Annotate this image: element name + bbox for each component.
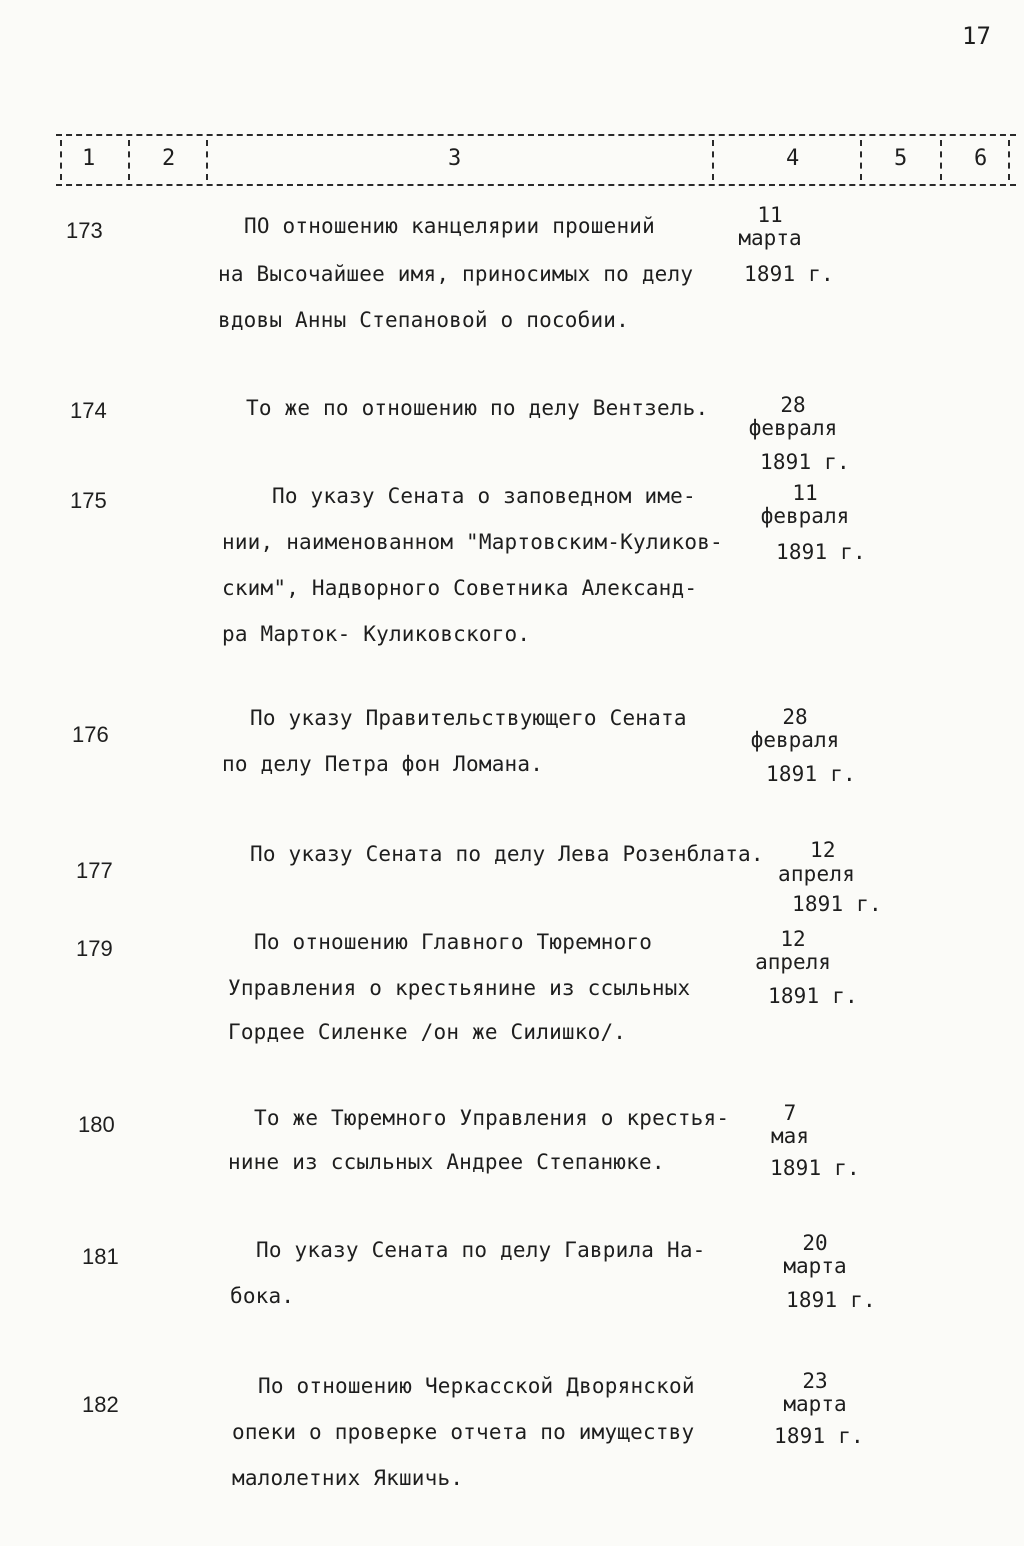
entry-number: 180 xyxy=(78,1112,115,1137)
column-divider xyxy=(206,140,208,180)
entry-date xyxy=(768,1370,862,1416)
date-day: 28 xyxy=(782,705,808,729)
date-day: 28 xyxy=(780,393,806,417)
entry-text-line: нине из ссыльных Андрее Степанюке. xyxy=(228,1150,665,1174)
date-month: февраля xyxy=(748,416,838,440)
entry-number: 182 xyxy=(82,1392,119,1417)
date-day: 12 xyxy=(810,838,836,862)
entry-text-line: нии, наименованном "Мартовским-Куликов- xyxy=(222,530,723,554)
column-number: 1 xyxy=(82,146,96,171)
date-year: 1891 г. xyxy=(744,262,834,286)
entry-text-line: То же Тюремного Управления о крестья- xyxy=(254,1106,730,1130)
column-divider xyxy=(860,140,862,180)
entry-text-line: по делу Петра фон Ломана. xyxy=(222,752,544,776)
entry-number: 174 xyxy=(70,398,107,423)
column-divider xyxy=(1008,140,1010,180)
entry-text-line: По указу Сената о заповедном име- xyxy=(272,484,696,508)
entry-text-line: ра Марток- Куликовского. xyxy=(222,622,531,646)
entry-number: 177 xyxy=(76,858,113,883)
date-year: 1891 г. xyxy=(774,1424,864,1448)
date-day: 23 xyxy=(802,1369,828,1393)
entry-text-line: бока. xyxy=(230,1284,295,1308)
entry-number: 173 xyxy=(66,218,103,243)
entry-text-line: ПО отношению канцелярии прошений xyxy=(244,214,655,238)
date-year: 1891 г. xyxy=(792,892,882,916)
entry-date xyxy=(740,1102,840,1148)
entry-number: 175 xyxy=(70,488,107,513)
entry-date xyxy=(750,482,860,528)
entry-date xyxy=(740,706,850,752)
date-year: 1891 г. xyxy=(768,984,858,1008)
entry-text-line: малолетних Якшичь. xyxy=(232,1466,464,1490)
column-divider xyxy=(940,140,942,180)
entry-date xyxy=(738,928,848,974)
column-divider xyxy=(712,140,714,180)
date-year: 1891 г. xyxy=(770,1156,860,1180)
entry-date xyxy=(770,1232,860,1278)
date-month: марта xyxy=(738,226,802,250)
entry-text-line: По указу Сената по делу Лева Розенблата. xyxy=(250,842,764,866)
date-month: апреля xyxy=(755,950,831,974)
date-month: апреля xyxy=(778,862,856,886)
date-month: февраля xyxy=(750,728,840,752)
date-year: 1891 г. xyxy=(776,540,866,564)
table-header xyxy=(56,134,1016,186)
page-number: 17 xyxy=(962,22,991,50)
entry-text-line: По отношению Черкасской Дворянской xyxy=(258,1374,695,1398)
column-number: 4 xyxy=(786,146,800,171)
date-month: мая xyxy=(771,1124,809,1148)
entry-number: 181 xyxy=(82,1244,119,1269)
date-day: 11 xyxy=(757,203,783,227)
column-number: 5 xyxy=(894,146,908,171)
date-day: 7 xyxy=(783,1101,797,1125)
entry-text-line: ским", Надворного Советника Александ- xyxy=(222,576,698,600)
column-number: 6 xyxy=(974,146,988,171)
date-year: 1891 г. xyxy=(786,1288,876,1312)
date-day: 11 xyxy=(792,481,818,505)
date-day: 20 xyxy=(802,1231,828,1255)
entry-number: 176 xyxy=(72,722,109,747)
entry-text-line: По указу Правительствующего Сената xyxy=(250,706,687,730)
column-divider xyxy=(128,140,130,180)
entry-number: 179 xyxy=(76,936,113,961)
entry-text-line: То же по отношению по делу Вентзель. xyxy=(246,396,709,420)
entry-text-line: на Высочайшее имя, приносимых по делу xyxy=(218,262,694,286)
entry-text-line: Управления о крестьянине из ссыльных xyxy=(228,976,691,1000)
column-number: 2 xyxy=(162,146,176,171)
date-month: февраля xyxy=(760,504,850,528)
date-month: марта xyxy=(783,1392,847,1416)
column-number: 3 xyxy=(448,146,462,171)
entry-text-line: опеки о проверке отчета по имуществу xyxy=(232,1420,695,1444)
entry-text-line: вдовы Анны Степановой о пособии. xyxy=(218,308,629,332)
entry-date xyxy=(722,204,818,250)
date-month: марта xyxy=(783,1254,847,1278)
entry-text-line: По отношению Главного Тюремного xyxy=(254,930,653,954)
entry-date xyxy=(738,394,848,440)
date-day: 12 xyxy=(780,927,806,951)
column-divider xyxy=(60,140,62,180)
date-year: 1891 г. xyxy=(766,762,856,786)
entry-text-line: По указу Сената по делу Гаврила На- xyxy=(256,1238,706,1262)
entry-text-line: Гордее Силенке /он же Силишко/. xyxy=(228,1020,627,1044)
date-year: 1891 г. xyxy=(760,450,850,474)
